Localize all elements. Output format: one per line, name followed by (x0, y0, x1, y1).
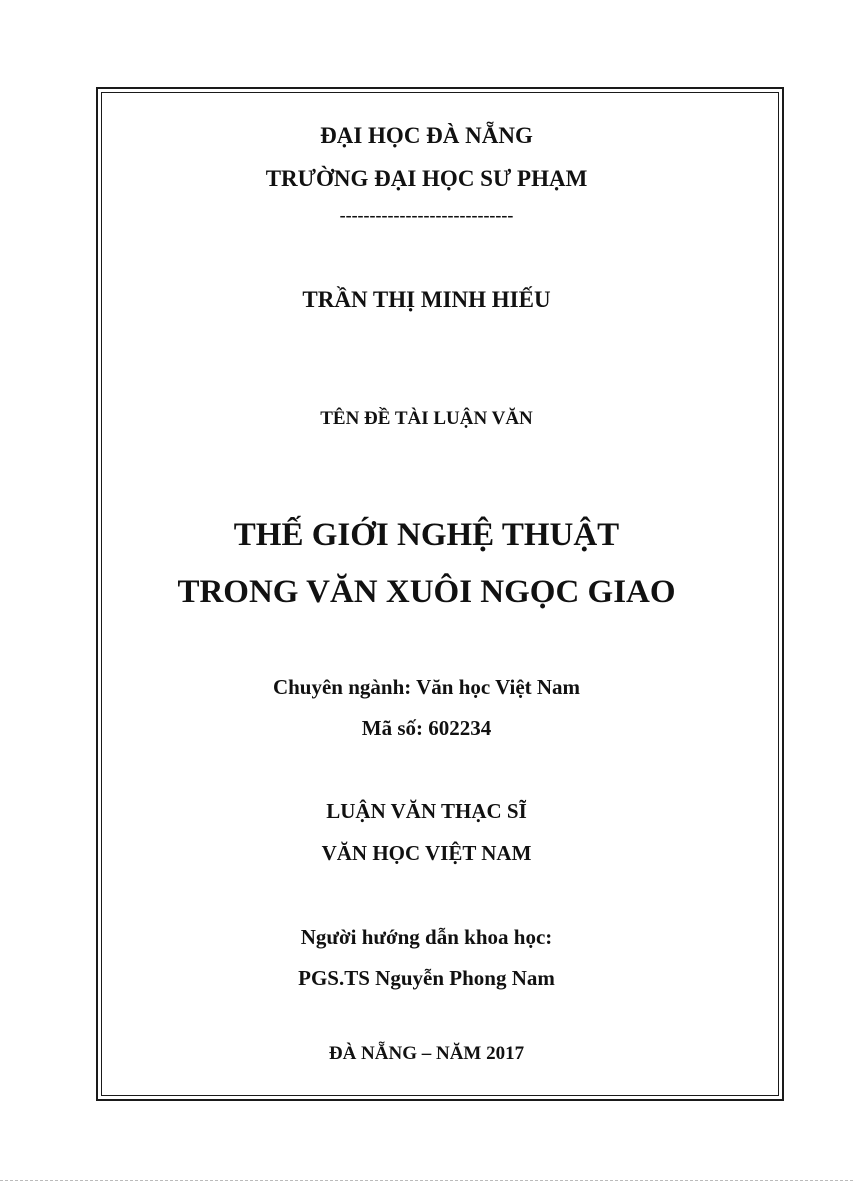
place-and-year: ĐÀ NẴNG – NĂM 2017 (328, 1043, 525, 1064)
degree-line-2: VĂN HỌC VIỆT NAM (321, 841, 532, 865)
separator-line: ----------------------------- (339, 205, 514, 225)
degree-line-1: LUẬN VĂN THẠC SĨ (326, 799, 527, 823)
major-field: Chuyên ngành: Văn học Việt Nam (272, 675, 581, 699)
author-name: TRẦN THỊ MINH HIẾU (302, 287, 551, 312)
thesis-title-line-1: THẾ GIỚI NGHỆ THUẬT (233, 517, 620, 553)
page-bottom-rule (0, 1180, 853, 1181)
advisor-label: Người hướng dẫn khoa học: (300, 925, 553, 949)
university-name: ĐẠI HỌC ĐÀ NẴNG (320, 123, 533, 148)
major-code: Mã số: 602234 (361, 716, 492, 740)
school-name: TRƯỜNG ĐẠI HỌC SƯ PHẠM (265, 166, 588, 191)
thesis-title-line-2: TRONG VĂN XUÔI NGỌC GIAO (177, 574, 676, 610)
advisor-name: PGS.TS Nguyễn Phong Nam (298, 966, 555, 990)
topic-label: TÊN ĐỀ TÀI LUẬN VĂN (320, 408, 533, 429)
